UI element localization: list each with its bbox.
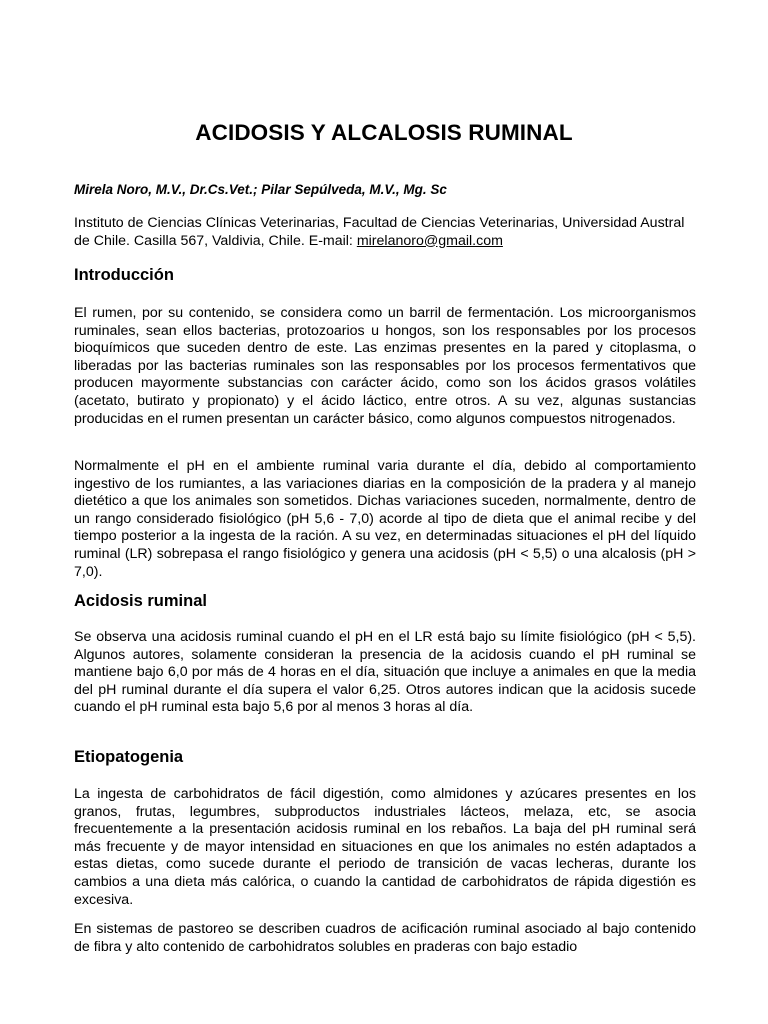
paragraph-intro-1: El rumen, por su contenido, se considera como un barril de fermentación. Los microorganismos ruminales, sean ellos bacterias, protozoarios u hongos, son los responsables por los procesos bioquímicos que suceden dentro de este. Las enzimas presentes en la pared y citoplasma, o liberadas por las bacterias ruminales son las responsables por los procesos fermentativos que producen mayormente substancias con carácter ácido, como son los ácidos grasos volátiles (acetato, butirato y propionato) y el ácido láctico, entre otros. A su vez, algunas sustancias producidas en el rumen presentan un carácter básico, como algunos compuestos nitrogenados. [74,305,696,427]
heading-introduccion: Introducción [74,266,174,284]
paragraph-etiopatogenia-1: La ingesta de carbohidratos de fácil digestión, como almidones y azúcares presentes en los granos, frutas, legumbres, subproductos industriales lácteos, melaza, etc, se asocia frecuentemente a la presentación acidosis ruminal en los rebaños. La baja del pH ruminal será más frecuente y de mayor intensidad en situaciones en que los animales no estén adaptados a estas dietas, como sucede durante el periodo de transición de vacas lecheras, durante los cambios a una dieta más calórica, o cuando la cantidad de carbohidratos de rápida digestión es excesiva. [74,786,696,908]
paragraph-acidosis-1: Se observa una acidosis ruminal cuando el pH en el LR está bajo su límite fisiológico (pH < 5,5). Algunos autores, solamente consideran la presencia de la acidosis cuando el pH ruminal se mantiene bajo 6,0 por más de 4 horas en el día, situación que incluye a animales en que la media del pH ruminal durante el día supera el valor 6,25. Otros autores indican que la acidosis sucede cuando el pH ruminal esta bajo 5,6 por al menos 3 horas al día. [74,629,696,716]
heading-acidosis-ruminal: Acidosis ruminal [74,592,207,610]
paragraph-etiopatogenia-2: En sistemas de pastoreo se describen cuadros de acificación ruminal asociado al bajo contenido de fibra y alto contenido de carbohidratos solubles en praderas con bajo estadio [74,921,696,955]
email-link[interactable]: mirelanoro@gmail.com [356,232,503,249]
paragraph-intro-2: Normalmente el pH en el ambiente ruminal varia durante el día, debido al comportamiento ingestivo de los rumiantes, a las variaciones diarias en la composición de la pradera y al manejo dietético a que los animales son sometidos. Dichas variaciones suceden, normalmente, dentro de un rango considerado fisiológico (pH 5,6 - 7,0) acorde al tipo de dieta que el animal recibe y del tiempo posterior a la ingesta de la ración. A su vez, en determinadas situaciones el pH del líquido ruminal (LR) sobrepasa el rango fisiológico y genera una acidosis (pH < 5,5) o una alcalosis (pH > 7,0). [74,458,696,580]
affiliation [74,215,696,250]
heading-etiopatogenia: Etiopatogenia [74,748,184,766]
affiliation-text: Instituto de Ciencias Clínicas Veterinarias, Facultad de Ciencias Veterinarias, Universidad Austral de Chile. Casilla 567, Valdivia, Chile. E-mail: [74,215,685,249]
authors-line: Mirela Noro, M.V., Dr.Cs.Vet.; Pilar Sepúlveda, M.V., Mg. Sc [74,182,447,197]
document-title: ACIDOSIS Y ALCALOSIS RUMINAL [195,120,573,145]
